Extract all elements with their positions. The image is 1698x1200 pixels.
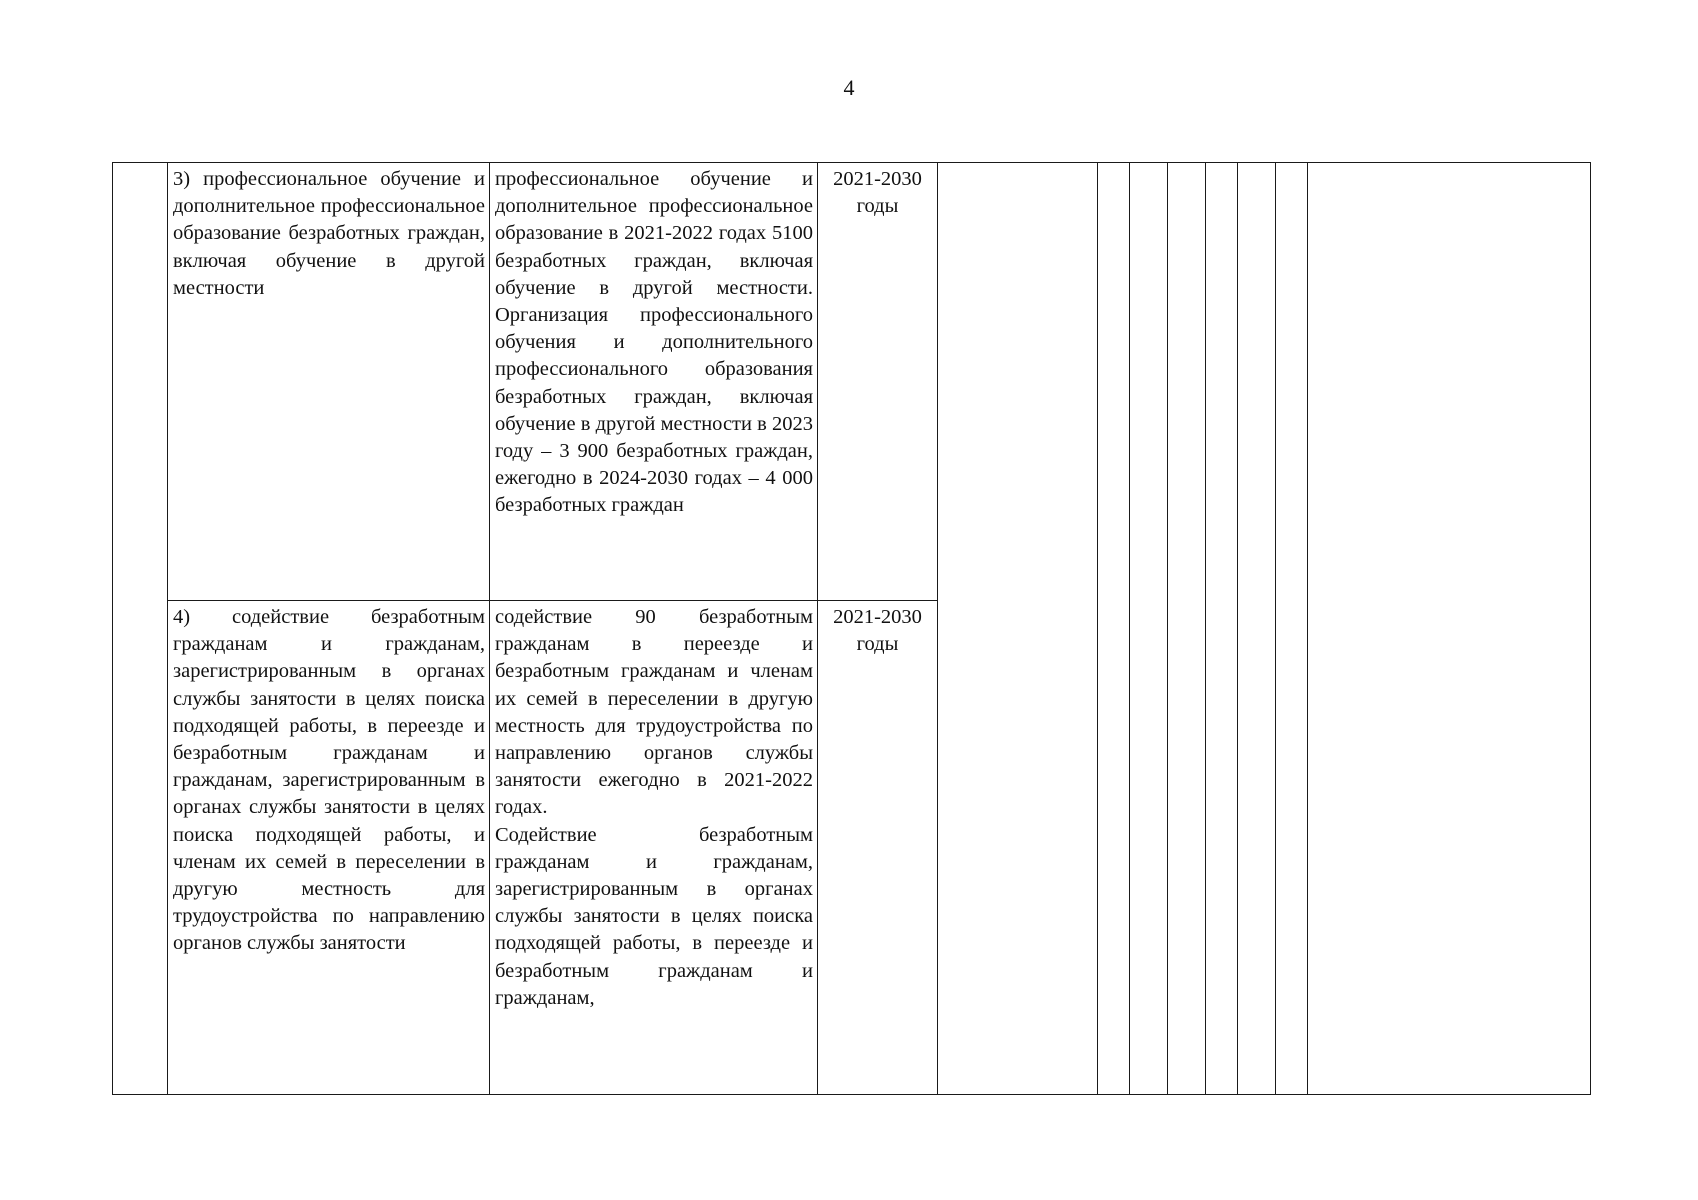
measure-cell: [168, 601, 490, 1095]
measure-text: 3) профессиональное обучение и дополнительное профессиональное образование безработных граждан, включая обучение в другой местности: [173, 168, 485, 299]
empty-cell: [1168, 163, 1206, 1095]
result-paragraph: профессиональное обучение и дополнительное профессиональное образование в 2021-2022 годах 5100 безработных граждан, включая обучение в другой местности. Организация профессионального обучения и дополнительного профессионального образования безработных граждан, включая обучение в другой местности в 2023 году – 3 900 безработных граждан, ежегодно в 2024-2030 годах – 4 000 безработных граждан: [495, 168, 813, 517]
period-text: 2021-2030 годы: [833, 606, 922, 656]
page-number: 4: [843, 75, 855, 100]
result-text: [490, 163, 817, 520]
result-cell: [490, 601, 818, 1095]
empty-cell: [1098, 163, 1130, 1095]
index-cell: [113, 163, 168, 1095]
period-cell: [818, 163, 938, 601]
measure-text: 4) содействие безработным гражданам и гражданам, зарегистрированным в органах службы занятости в целях поиска подходящей работы, в переезде и безработным гражданам и гражданам, зарегистрированным в органах службы занятости в целях поиска подходящей работы, и членам их семей в переселении в другую местность для трудоустройства по направлению органов службы занятости: [173, 606, 485, 955]
result-text: [490, 601, 817, 1012]
result-paragraph: Содействие безработным гражданам и гражданам, зарегистрированным в органах службы занятости в целях поиска подходящей работы, в переезде и безработным гражданам и гражданам,: [495, 823, 813, 1009]
empty-cell: [1308, 163, 1591, 1095]
empty-cell: [1238, 163, 1276, 1095]
empty-cell: [1130, 163, 1168, 1095]
measures-table: [112, 162, 1591, 1095]
empty-cell: [1276, 163, 1308, 1095]
result-paragraph: содействие 90 безработным гражданам в переезде и безработным гражданам и членам их семей в переселении в другую местность для трудоустройства по направлению органов службы занятости ежегодно в 2021-2022 годах.: [495, 606, 813, 819]
empty-cell: [938, 163, 1098, 1095]
measure-cell: [168, 163, 490, 601]
period-text: 2021-2030 годы: [833, 168, 922, 218]
empty-cell: [1206, 163, 1238, 1095]
result-cell: [490, 163, 818, 601]
period-cell: [818, 601, 938, 1095]
table-row: [113, 163, 1591, 601]
